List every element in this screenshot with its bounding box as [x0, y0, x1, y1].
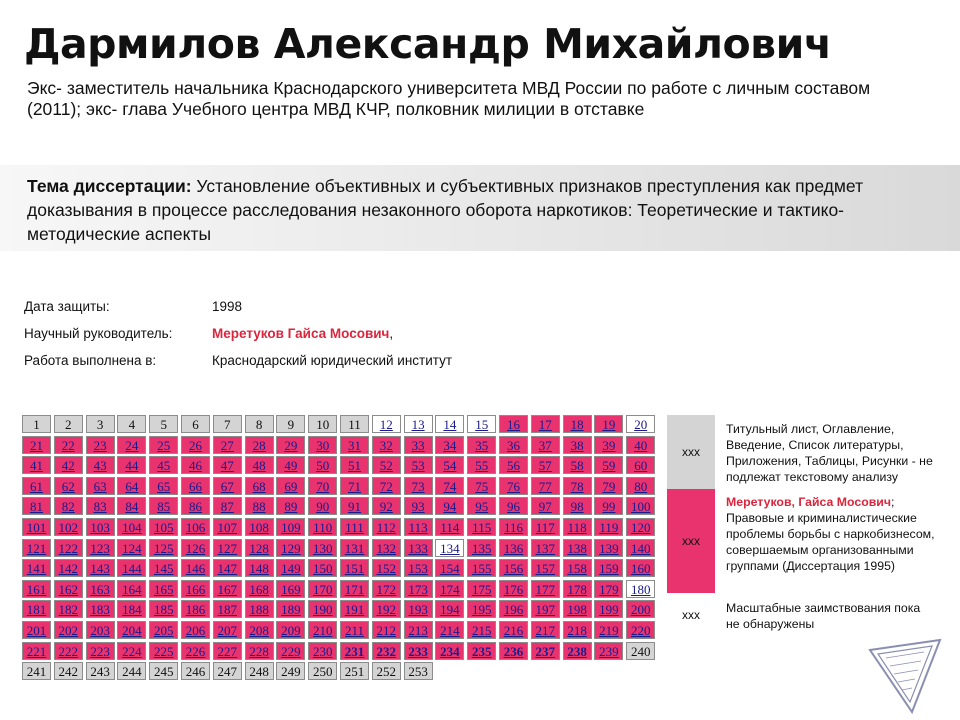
page-cell-127[interactable]: 127 [213, 539, 242, 557]
page-cell-223[interactable]: 223 [86, 642, 115, 660]
page-cell-68[interactable]: 68 [245, 477, 274, 495]
page-cell-96[interactable]: 96 [499, 497, 528, 515]
page-cell-108[interactable]: 108 [245, 518, 274, 536]
page-cell-44[interactable]: 44 [117, 456, 146, 474]
page-cell-2: 2 [54, 415, 83, 433]
page-cell-172[interactable]: 172 [372, 580, 401, 598]
page-cell-187[interactable]: 187 [213, 600, 242, 618]
page-cell-237[interactable]: 237 [531, 642, 560, 660]
page-cell-231[interactable]: 231 [340, 642, 369, 660]
page-cell-52[interactable]: 52 [372, 456, 401, 474]
page-cell-198[interactable]: 198 [563, 600, 592, 618]
page-cell-50[interactable]: 50 [308, 456, 337, 474]
page-cell-81[interactable]: 81 [22, 497, 51, 515]
page-cell-46[interactable]: 46 [181, 456, 210, 474]
page-cell-71[interactable]: 71 [340, 477, 369, 495]
page-cell-53[interactable]: 53 [404, 456, 433, 474]
page-cell-204[interactable]: 204 [117, 621, 146, 639]
page-cell-185[interactable]: 185 [149, 600, 178, 618]
page-cell-83[interactable]: 83 [86, 497, 115, 515]
page-cell-18[interactable]: 18 [563, 415, 592, 433]
supervisor-value-wrap [212, 326, 393, 341]
page-cell-247: 247 [213, 662, 242, 680]
page-cell-82[interactable]: 82 [54, 497, 83, 515]
page-cell-31[interactable]: 31 [340, 436, 369, 454]
page-cell-86[interactable]: 86 [181, 497, 210, 515]
page-cell-87[interactable]: 87 [213, 497, 242, 515]
page-cell-171[interactable]: 171 [340, 580, 369, 598]
page-cell-230[interactable]: 230 [308, 642, 337, 660]
page-cell-122[interactable]: 122 [54, 539, 83, 557]
page-cell-141[interactable]: 141 [22, 559, 51, 577]
institution-label: Работа выполнена в: [24, 353, 157, 368]
defense-date-row [24, 299, 243, 314]
defense-date-value: 1998 [212, 299, 243, 314]
page-cell-78[interactable]: 78 [563, 477, 592, 495]
page-cell-47[interactable]: 47 [213, 456, 242, 474]
page-cell-215[interactable]: 215 [467, 621, 496, 639]
supervisor-label: Научный руководитель: [24, 326, 173, 341]
page-cell-147[interactable]: 147 [213, 559, 242, 577]
page-cell-193[interactable]: 193 [404, 600, 433, 618]
page-cell-160[interactable]: 160 [626, 559, 655, 577]
page-cell-158[interactable]: 158 [563, 559, 592, 577]
legend-technical-text: Титульный лист, Оглавление, Введение, Список литературы, Приложения, Таблицы, Рисунки - не подлежат текстовому анализу [726, 422, 933, 484]
page-cell-176[interactable]: 176 [499, 580, 528, 598]
page-cell-201[interactable]: 201 [22, 621, 51, 639]
page-cell-20[interactable]: 20 [626, 415, 655, 433]
page-cell-227[interactable]: 227 [213, 642, 242, 660]
page-cell-240: 240 [626, 642, 655, 660]
page-cell-133[interactable]: 133 [404, 539, 433, 557]
page-cell-177[interactable]: 177 [531, 580, 560, 598]
page-cell-229[interactable]: 229 [276, 642, 305, 660]
page-cell-117[interactable]: 117 [531, 518, 560, 536]
page-cell-85[interactable]: 85 [149, 497, 178, 515]
page-cell-113[interactable]: 113 [404, 518, 433, 536]
page-cell-217[interactable]: 217 [531, 621, 560, 639]
page-cell-159[interactable]: 159 [594, 559, 623, 577]
page-cell-218[interactable]: 218 [563, 621, 592, 639]
page-cell-207[interactable]: 207 [213, 621, 242, 639]
page-cell-196[interactable]: 196 [499, 600, 528, 618]
page-cell-194[interactable]: 194 [435, 600, 464, 618]
page-cell-54[interactable]: 54 [435, 456, 464, 474]
page-cell-91[interactable]: 91 [340, 497, 369, 515]
page-cell-41[interactable]: 41 [22, 456, 51, 474]
page-cell-161[interactable]: 161 [22, 580, 51, 598]
page-cell-63[interactable]: 63 [86, 477, 115, 495]
page-cell-60[interactable]: 60 [626, 456, 655, 474]
page-cell-92[interactable]: 92 [372, 497, 401, 515]
page-cell-36[interactable]: 36 [499, 436, 528, 454]
legend-source-author: Меретуков, Гайса Мосович [726, 495, 891, 509]
page-cell-27[interactable]: 27 [213, 436, 242, 454]
page-cell-34[interactable]: 34 [435, 436, 464, 454]
page-cell-154[interactable]: 154 [435, 559, 464, 577]
page-cell-191[interactable]: 191 [340, 600, 369, 618]
page-cell-168[interactable]: 168 [245, 580, 274, 598]
page-cell-164[interactable]: 164 [117, 580, 146, 598]
page-cell-175[interactable]: 175 [467, 580, 496, 598]
dissertation-label: Тема диссертации: [27, 176, 192, 196]
page-cell-221[interactable]: 221 [22, 642, 51, 660]
page-cell-192[interactable]: 192 [372, 600, 401, 618]
page-cell-10: 10 [308, 415, 337, 433]
page-cell-14[interactable]: 14 [435, 415, 464, 433]
page-cell-136[interactable]: 136 [499, 539, 528, 557]
page-cell-6: 6 [181, 415, 210, 433]
page-cell-98[interactable]: 98 [563, 497, 592, 515]
page-cell-114[interactable]: 114 [435, 518, 464, 536]
page-cell-182[interactable]: 182 [54, 600, 83, 618]
page-cell-157[interactable]: 157 [531, 559, 560, 577]
page-cell-140[interactable]: 140 [626, 539, 655, 557]
page-cell-15[interactable]: 15 [467, 415, 496, 433]
page-cell-22[interactable]: 22 [54, 436, 83, 454]
page-cell-167[interactable]: 167 [213, 580, 242, 598]
page-cell-99[interactable]: 99 [594, 497, 623, 515]
page-title: Дармилов Александр Михайлович [24, 20, 832, 68]
legend-clean-text: Масштабные заимствования пока не обнаружены [726, 601, 921, 631]
legend-technical-box: xxx [667, 415, 715, 489]
page-cell-241: 241 [22, 662, 51, 680]
page-cell-56[interactable]: 56 [499, 456, 528, 474]
page-cell-25[interactable]: 25 [149, 436, 178, 454]
page-cell-138[interactable]: 138 [563, 539, 592, 557]
page-cell-62[interactable]: 62 [54, 477, 83, 495]
page-cell-131[interactable]: 131 [340, 539, 369, 557]
person-description: Экс- заместитель начальника Краснодарского университета МВД России по работе с личным составом (2011); экс- глава Учебного центра МВД КЧР, полковник милиции в отставке [27, 78, 871, 119]
page-cell-106[interactable]: 106 [181, 518, 210, 536]
page-cell-124[interactable]: 124 [117, 539, 146, 557]
page-cell-130[interactable]: 130 [308, 539, 337, 557]
page-cell-95[interactable]: 95 [467, 497, 496, 515]
page-cell-107[interactable]: 107 [213, 518, 242, 536]
page-cell-144[interactable]: 144 [117, 559, 146, 577]
page-cell-76[interactable]: 76 [499, 477, 528, 495]
page-cell-234[interactable]: 234 [435, 642, 464, 660]
page-cell-110[interactable]: 110 [308, 518, 337, 536]
page-cell-180[interactable]: 180 [626, 580, 655, 598]
page-cell-64[interactable]: 64 [117, 477, 146, 495]
page-cell-222[interactable]: 222 [54, 642, 83, 660]
page-cell-238[interactable]: 238 [563, 642, 592, 660]
page-cell-33[interactable]: 33 [404, 436, 433, 454]
page-cell-72[interactable]: 72 [372, 477, 401, 495]
page-cell-150[interactable]: 150 [308, 559, 337, 577]
page-cell-128[interactable]: 128 [245, 539, 274, 557]
page-cell-166[interactable]: 166 [181, 580, 210, 598]
page-cell-69[interactable]: 69 [276, 477, 305, 495]
legend-clean-box: xxx [667, 597, 715, 633]
page-cell-37[interactable]: 37 [531, 436, 560, 454]
page-cell-195[interactable]: 195 [467, 600, 496, 618]
page-cell-208[interactable]: 208 [245, 621, 274, 639]
page-cell-233[interactable]: 233 [404, 642, 433, 660]
page-cell-213[interactable]: 213 [404, 621, 433, 639]
page-cell-80[interactable]: 80 [626, 477, 655, 495]
page-cell-66[interactable]: 66 [181, 477, 210, 495]
page-cell-90[interactable]: 90 [308, 497, 337, 515]
page-cell-11: 11 [340, 415, 369, 433]
page-cell-32[interactable]: 32 [372, 436, 401, 454]
page-cell-184[interactable]: 184 [117, 600, 146, 618]
page-cell-42[interactable]: 42 [54, 456, 83, 474]
page-cell-155[interactable]: 155 [467, 559, 496, 577]
page-cell-129[interactable]: 129 [276, 539, 305, 557]
page-cell-57[interactable]: 57 [531, 456, 560, 474]
page-cell-35[interactable]: 35 [467, 436, 496, 454]
page-cell-100[interactable]: 100 [626, 497, 655, 515]
page-cell-188[interactable]: 188 [245, 600, 274, 618]
page-cell-118[interactable]: 118 [563, 518, 592, 536]
page-cell-119[interactable]: 119 [594, 518, 623, 536]
legend-source-title: ; Правовые и криминалистические проблемы борьбы с наркобизнесом, совершаемым организованными группами (Диссертация 1995) [726, 495, 935, 573]
page-cell-112[interactable]: 112 [372, 518, 401, 536]
page-cell-17[interactable]: 17 [531, 415, 560, 433]
page-cell-70[interactable]: 70 [308, 477, 337, 495]
page-cell-137[interactable]: 137 [531, 539, 560, 557]
page-cell-49[interactable]: 49 [276, 456, 305, 474]
page-cell-21[interactable]: 21 [22, 436, 51, 454]
page-cell-40[interactable]: 40 [626, 436, 655, 454]
page-cell-148[interactable]: 148 [245, 559, 274, 577]
page-cell-143[interactable]: 143 [86, 559, 115, 577]
page-cell-84[interactable]: 84 [117, 497, 146, 515]
page-cell-74[interactable]: 74 [435, 477, 464, 495]
page-cell-23[interactable]: 23 [86, 436, 115, 454]
page-cell-190[interactable]: 190 [308, 600, 337, 618]
defense-date-label: Дата защиты: [24, 299, 110, 314]
page-cell-43[interactable]: 43 [86, 456, 115, 474]
page-cell-203[interactable]: 203 [86, 621, 115, 639]
page-cell-109[interactable]: 109 [276, 518, 305, 536]
page-cell-139[interactable]: 139 [594, 539, 623, 557]
page-cell-219[interactable]: 219 [594, 621, 623, 639]
page-cell-200[interactable]: 200 [626, 600, 655, 618]
page-cell-235[interactable]: 235 [467, 642, 496, 660]
page-cell-79[interactable]: 79 [594, 477, 623, 495]
page-cell-67[interactable]: 67 [213, 477, 242, 495]
page-cell-101[interactable]: 101 [22, 518, 51, 536]
page-cell-115[interactable]: 115 [467, 518, 496, 536]
page-cell-246: 246 [181, 662, 210, 680]
page-cell-39[interactable]: 39 [594, 436, 623, 454]
page-cell-174[interactable]: 174 [435, 580, 464, 598]
page-cell-24[interactable]: 24 [117, 436, 146, 454]
page-cell-189[interactable]: 189 [276, 600, 305, 618]
page-cell-93[interactable]: 93 [404, 497, 433, 515]
page-cell-9: 9 [276, 415, 305, 433]
legend-plagiarism-box: xxx [667, 489, 715, 593]
page-cell-19[interactable]: 19 [594, 415, 623, 433]
page-cell-59[interactable]: 59 [594, 456, 623, 474]
page-cell-205[interactable]: 205 [149, 621, 178, 639]
page-cell-73[interactable]: 73 [404, 477, 433, 495]
page-cell-151[interactable]: 151 [340, 559, 369, 577]
page-cell-38[interactable]: 38 [563, 436, 592, 454]
page-cell-104[interactable]: 104 [117, 518, 146, 536]
page-cell-211[interactable]: 211 [340, 621, 369, 639]
page-cell-29[interactable]: 29 [276, 436, 305, 454]
page-cell-209[interactable]: 209 [276, 621, 305, 639]
page-cell-244: 244 [117, 662, 146, 680]
page-cell-243: 243 [86, 662, 115, 680]
dissernet-triangle-logo [866, 636, 944, 716]
page-cell-65[interactable]: 65 [149, 477, 178, 495]
page-cell-111[interactable]: 111 [340, 518, 369, 536]
supervisor-row [24, 326, 394, 341]
page-cell-105[interactable]: 105 [149, 518, 178, 536]
page-cell-146[interactable]: 146 [181, 559, 210, 577]
page-cell-149[interactable]: 149 [276, 559, 305, 577]
page-cell-249: 249 [276, 662, 305, 680]
page-cell-88[interactable]: 88 [245, 497, 274, 515]
page-cell-26[interactable]: 26 [181, 436, 210, 454]
page-cell-45[interactable]: 45 [149, 456, 178, 474]
page-cell-30[interactable]: 30 [308, 436, 337, 454]
page-cell-102[interactable]: 102 [54, 518, 83, 536]
page-cell-120[interactable]: 120 [626, 518, 655, 536]
page-cell-12[interactable]: 12 [372, 415, 401, 433]
legend-plagiarism-text [726, 494, 936, 574]
page-cell-178[interactable]: 178 [563, 580, 592, 598]
page-cell-126[interactable]: 126 [181, 539, 210, 557]
page-cell-179[interactable]: 179 [594, 580, 623, 598]
page-cell-183[interactable]: 183 [86, 600, 115, 618]
page-cell-173[interactable]: 173 [404, 580, 433, 598]
page-cell-212[interactable]: 212 [372, 621, 401, 639]
page-cell-236[interactable]: 236 [499, 642, 528, 660]
page-cell-250: 250 [308, 662, 337, 680]
page-cell-75[interactable]: 75 [467, 477, 496, 495]
page-cell-232[interactable]: 232 [372, 642, 401, 660]
page-cell-123[interactable]: 123 [86, 539, 115, 557]
page-cell-242: 242 [54, 662, 83, 680]
page-cell-253: 253 [404, 662, 433, 680]
page-cell-97[interactable]: 97 [531, 497, 560, 515]
page-cell-156[interactable]: 156 [499, 559, 528, 577]
page-cell-1: 1 [22, 415, 51, 433]
page-cell-3: 3 [86, 415, 115, 433]
page-cell-228[interactable]: 228 [245, 642, 274, 660]
page-cell-220[interactable]: 220 [626, 621, 655, 639]
supervisor-name: Меретуков Гайса Мосович [212, 326, 390, 341]
page-cell-162[interactable]: 162 [54, 580, 83, 598]
page-cell-239[interactable]: 239 [594, 642, 623, 660]
page-cell-55[interactable]: 55 [467, 456, 496, 474]
page-cell-163[interactable]: 163 [86, 580, 115, 598]
page-cell-197[interactable]: 197 [531, 600, 560, 618]
page-cell-245: 245 [149, 662, 178, 680]
page-cell-16[interactable]: 16 [499, 415, 528, 433]
page-cell-145[interactable]: 145 [149, 559, 178, 577]
page-cell-252: 252 [372, 662, 401, 680]
page-cell-103[interactable]: 103 [86, 518, 115, 536]
page-cell-181[interactable]: 181 [22, 600, 51, 618]
page-cell-225[interactable]: 225 [149, 642, 178, 660]
page-cell-28[interactable]: 28 [245, 436, 274, 454]
page-cell-132[interactable]: 132 [372, 539, 401, 557]
page-cell-121[interactable]: 121 [22, 539, 51, 557]
page-cell-89[interactable]: 89 [276, 497, 305, 515]
page-cell-226[interactable]: 226 [181, 642, 210, 660]
page-cell-251: 251 [340, 662, 369, 680]
page-cell-134[interactable]: 134 [435, 539, 464, 557]
page-cell-51[interactable]: 51 [340, 456, 369, 474]
page-cell-152[interactable]: 152 [372, 559, 401, 577]
page-cell-61[interactable]: 61 [22, 477, 51, 495]
page-cell-135[interactable]: 135 [467, 539, 496, 557]
page-cell-58[interactable]: 58 [563, 456, 592, 474]
page-cell-199[interactable]: 199 [594, 600, 623, 618]
page-cell-186[interactable]: 186 [181, 600, 210, 618]
page-cell-77[interactable]: 77 [531, 477, 560, 495]
supervisor-suffix: , [389, 326, 394, 341]
page-cell-210[interactable]: 210 [308, 621, 337, 639]
page-cell-94[interactable]: 94 [435, 497, 464, 515]
page-cell-248: 248 [245, 662, 274, 680]
page-cell-48[interactable]: 48 [245, 456, 274, 474]
dissertation-topic [27, 174, 907, 246]
page-cell-169[interactable]: 169 [276, 580, 305, 598]
page-cell-214[interactable]: 214 [435, 621, 464, 639]
page-cell-142[interactable]: 142 [54, 559, 83, 577]
page-cell-153[interactable]: 153 [404, 559, 433, 577]
page-cell-116[interactable]: 116 [499, 518, 528, 536]
dissertation-topic-text: Установление объективных и субъективных признаков преступления как предмет доказывания в процессе расследования незаконного оборота наркотиков: Теоретические и тактико-методические аспекты [27, 176, 864, 244]
page-cell-206[interactable]: 206 [181, 621, 210, 639]
page-cell-165[interactable]: 165 [149, 580, 178, 598]
page-cell-4: 4 [117, 415, 146, 433]
page-cell-170[interactable]: 170 [308, 580, 337, 598]
page-cell-7: 7 [213, 415, 242, 433]
page-cell-125[interactable]: 125 [149, 539, 178, 557]
page-cell-216[interactable]: 216 [499, 621, 528, 639]
page-cell-8: 8 [245, 415, 274, 433]
page-cell-5: 5 [149, 415, 178, 433]
page-cell-202[interactable]: 202 [54, 621, 83, 639]
institution-value: Краснодарский юридический институт [212, 353, 453, 368]
page-cell-224[interactable]: 224 [117, 642, 146, 660]
institution-row [24, 353, 453, 368]
page-cell-13[interactable]: 13 [404, 415, 433, 433]
